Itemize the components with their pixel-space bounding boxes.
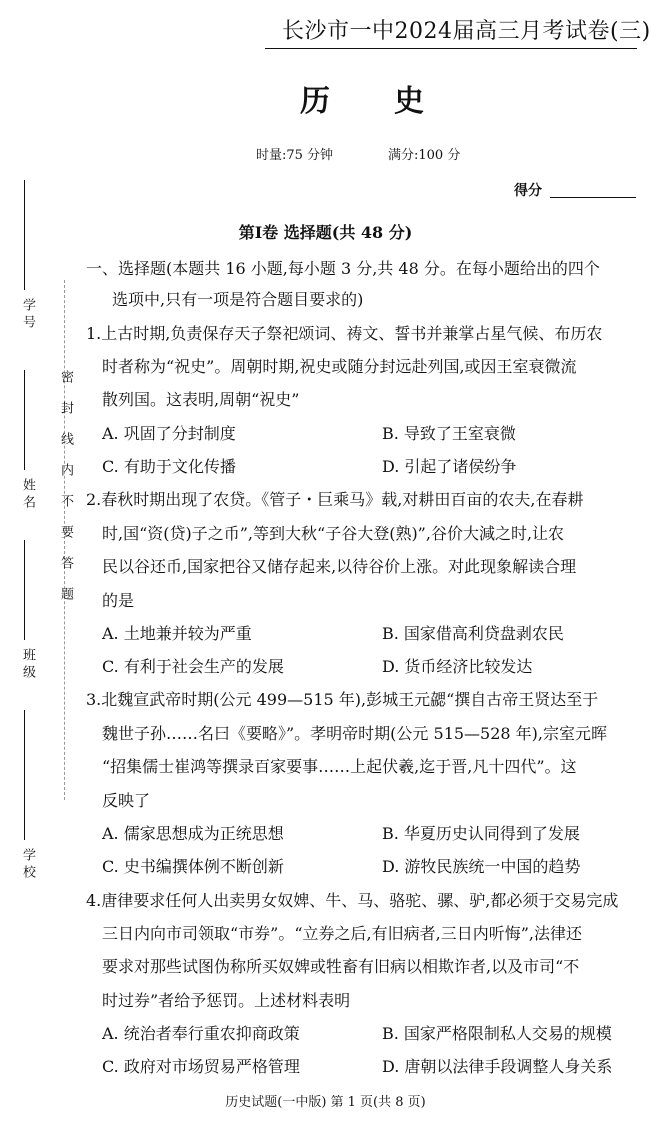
score-blank-line[interactable] (550, 197, 636, 198)
q4-option-c[interactable]: C. 政府对市场贸易严格管理 (102, 1057, 300, 1076)
q1-line-1: 1.上古时期,负责保存天子祭祀颂词、祷文、誓书并兼掌占星气候、布历农 (86, 324, 603, 343)
header-rule (265, 48, 637, 49)
q3-option-b[interactable]: B. 华夏历史认同得到了发展 (382, 824, 580, 843)
q3-option-c[interactable]: C. 史书编撰体例不断创新 (102, 857, 284, 876)
school-label: 学 校 (20, 848, 35, 879)
exam-time: 时量:75 分钟 (256, 148, 334, 163)
q4-option-a[interactable]: A. 统治者奉行重农抑商政策 (102, 1024, 300, 1043)
q1-option-a[interactable]: A. 巩固了分封制度 (102, 424, 236, 443)
q3-line-4: 反映了 (102, 791, 151, 810)
q4-option-b[interactable]: B. 国家严格限制私人交易的规模 (382, 1024, 612, 1043)
q4-line-4: 时过券”者给予惩罚。上述材料表明 (102, 991, 351, 1010)
q4-line-3: 要求对那些试图伪称所买奴婢或牲畜有旧病以相欺诈者,以及市司“不 (102, 957, 580, 976)
class-label: 班 级 (20, 648, 35, 679)
exam-title: 长沙市一中2024届高三月考试卷(三) (282, 19, 651, 44)
q3-line-2: 魏世子孙……名曰《要略》”。孝明帝时期(公元 515—528 年),宗室元晖 (102, 724, 608, 743)
seal-warning: 密封线内不要答题 (58, 370, 73, 618)
school-blank[interactable] (24, 710, 25, 840)
q3-option-d[interactable]: D. 游牧民族统一中国的趋势 (382, 857, 581, 876)
q2-line-1: 2.春秋时期出现了农贷。《管子・巨乘马》载,对耕田百亩的农夫,在春耕 (86, 490, 584, 509)
q1-line-3: 散列国。这表明,周朝“祝史” (102, 390, 300, 409)
page-footer: 历史试题(一中版) 第 1 页(共 8 页) (225, 1095, 426, 1110)
q1-option-c[interactable]: C. 有助于文化传播 (102, 457, 236, 476)
q4-line-1: 4.唐律要求任何人出卖男女奴婢、牛、马、骆驼、骡、驴,都必须于交易完成 (86, 891, 619, 910)
score-label: 得分 (514, 183, 542, 199)
q2-line-2: 时,国“资(贷)子之币”,等到大秋“子谷大登(熟)”,谷价大減之时,让农 (102, 524, 565, 543)
q3-line-1: 3.北魏宣武帝时期(公元 499—515 年),彭城王元勰“撰自古帝王贤达至于 (86, 690, 599, 709)
student-id-label: 学 号 (20, 298, 35, 329)
q2-option-c[interactable]: C. 有利于社会生产的发展 (102, 657, 284, 676)
q3-line-3: “招集儒士崔鸿等撰录百家要事……上起伏羲,迄于晋,凡十四代”。这 (102, 757, 577, 776)
full-score: 满分:100 分 (388, 148, 461, 163)
q2-line-4: 的是 (102, 591, 135, 610)
subject-char-2: 史 (394, 84, 424, 119)
q2-option-d[interactable]: D. 货币经济比较发达 (382, 657, 533, 676)
q2-line-3: 民以谷还币,国家把谷又储存起来,以待谷价上涨。对此现象解读合理 (102, 557, 577, 576)
q4-line-2: 三日内向市司领取“市券”。“立券之后,有旧病者,三日内听悔”,法律还 (102, 924, 582, 943)
subject-char-1: 历 (300, 84, 330, 119)
q3-option-a[interactable]: A. 儒家思想成为正统思想 (102, 824, 284, 843)
q2-option-b[interactable]: B. 国家借高利贷盘剥农民 (382, 624, 564, 643)
binding-margin (0, 0, 80, 1122)
instruction-line-2: 选项中,只有一项是符合题目要求的) (112, 290, 364, 309)
name-label: 姓 名 (20, 478, 35, 509)
class-blank[interactable] (24, 540, 25, 640)
q1-option-d[interactable]: D. 引起了诸侯纷争 (382, 457, 517, 476)
q4-option-d[interactable]: D. 唐朝以法律手段调整人身关系 (382, 1057, 613, 1076)
q1-line-2: 时者称为“祝史”。周朝时期,祝史或随分封远赴列国,或因王室衰微流 (102, 357, 577, 376)
instruction-line-1: 一、选择题(本题共 16 小题,每小题 3 分,共 48 分。在每小题给出的四个 (86, 259, 600, 278)
q2-option-a[interactable]: A. 土地兼并较为严重 (102, 624, 252, 643)
name-blank[interactable] (24, 370, 25, 470)
q1-option-b[interactable]: B. 导致了王室衰微 (382, 424, 516, 443)
section-title: 第Ⅰ卷 选择题(共 48 分) (238, 223, 413, 242)
